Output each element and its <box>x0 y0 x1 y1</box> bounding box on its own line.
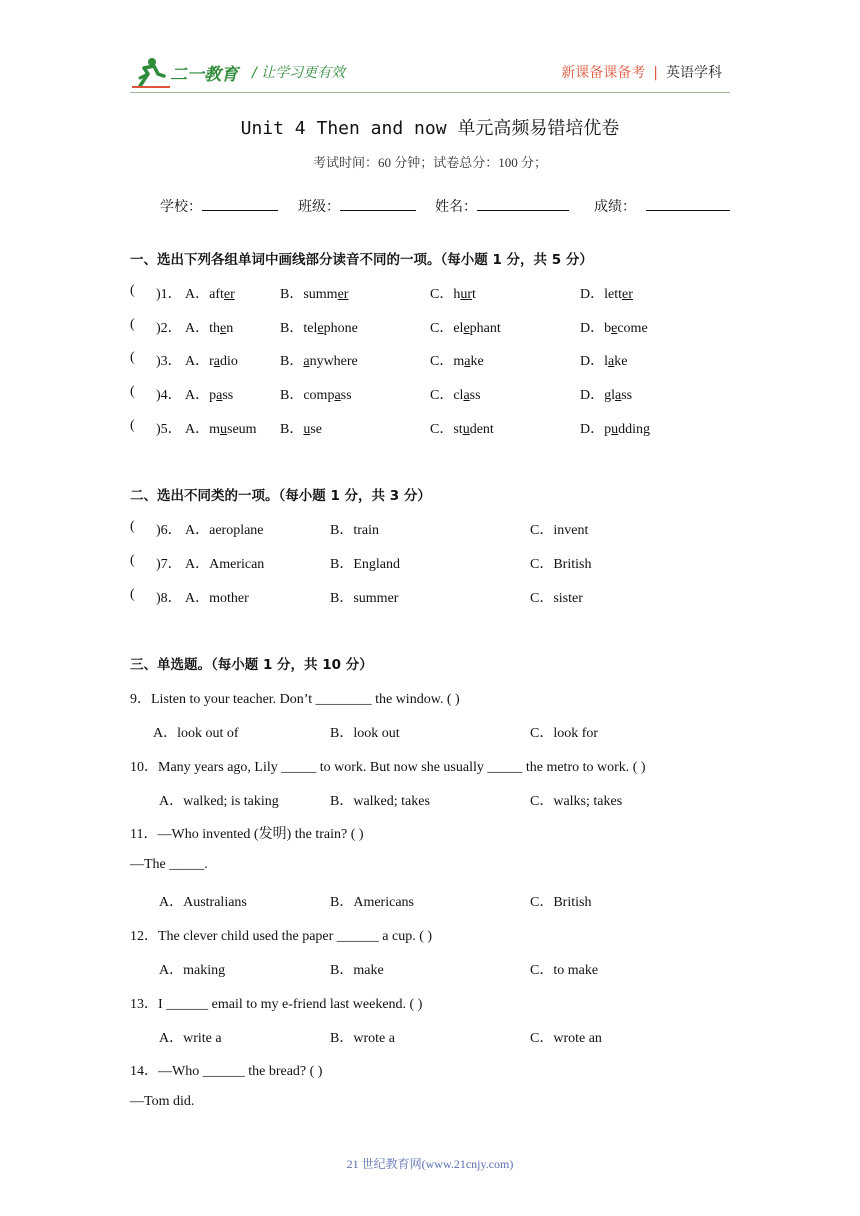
header-divider <box>130 92 730 93</box>
word-part: ke <box>614 354 628 369</box>
score-blank <box>646 196 730 211</box>
question-9: 9．Listen to your teacher. Don’t ________ the window. ( ) <box>130 692 460 707</box>
option-d <box>580 384 632 404</box>
word-part: B． <box>280 321 304 336</box>
question-12: 12．The clever child used the paper ______ a cup. ( ) <box>130 929 433 944</box>
class-label: 班级： <box>298 199 340 215</box>
q10-option-b: B．walked; takes <box>330 794 430 809</box>
name-label: 姓名： <box>435 199 477 215</box>
answer-paren: ( <box>130 317 135 332</box>
option-d <box>580 418 650 438</box>
word-part: st <box>453 422 463 437</box>
q11-option-b: B．Americans <box>330 895 414 910</box>
word-part: B． <box>280 388 304 403</box>
option-b <box>280 317 358 337</box>
option-a <box>185 317 233 337</box>
underlined-part: a <box>608 354 615 369</box>
underlined-part: a <box>216 388 223 403</box>
question-number: )2． <box>156 321 182 336</box>
header-subject: 英语学科 <box>666 65 722 81</box>
underlined-part: a <box>463 388 470 403</box>
underlined-part: er <box>337 287 349 302</box>
underlined-part: er <box>622 287 633 302</box>
option-c <box>430 418 494 438</box>
word-part: C． <box>430 422 454 437</box>
word-part: D． <box>580 287 605 302</box>
underlined-part: ur <box>460 287 473 302</box>
score-label: 成绩： <box>594 199 636 215</box>
section-2-heading: 二、选出不同类的一项。（每小题 1 分，共 3 分） <box>130 488 431 504</box>
word-part: B． <box>280 422 304 437</box>
word-part: n <box>226 321 234 336</box>
option-a: A．American <box>185 557 265 572</box>
answer-paren: ( <box>130 350 135 365</box>
word-part: summ <box>303 287 338 302</box>
word-part: t <box>472 287 476 302</box>
underlined-part: e <box>611 321 618 336</box>
q9-option-c: C．look for <box>530 726 599 741</box>
word-part: D． <box>580 321 605 336</box>
word-part: dent <box>469 422 494 437</box>
page-footer: 21 世纪教育网(www.21cnjy.com) <box>346 1157 514 1171</box>
underlined-part: u <box>462 422 470 437</box>
header-right <box>561 62 722 82</box>
option-b: B．train <box>330 523 379 538</box>
word-part: nywhere <box>309 354 358 369</box>
word-part: ss <box>340 388 352 403</box>
word-part: comp <box>303 388 335 403</box>
question-number: )4． <box>156 388 182 403</box>
option-c <box>430 283 476 303</box>
slogan: / 让学习更有效 <box>252 65 346 81</box>
word-part: p <box>604 422 612 437</box>
question-number: )1． <box>156 287 182 302</box>
word-part: come <box>617 321 648 336</box>
underlined-part: u <box>220 422 228 437</box>
underlined-part: e <box>463 321 470 336</box>
word-part: h <box>453 287 461 302</box>
class-blank <box>340 196 416 211</box>
word-part: A． <box>185 388 210 403</box>
word-part: ss <box>222 388 234 403</box>
name-blank <box>477 196 569 211</box>
word-part: A． <box>185 422 210 437</box>
word-part: se <box>310 422 323 437</box>
word-part: el <box>453 321 464 336</box>
option-b: B．England <box>330 557 400 572</box>
q10-option-c: C．walks; takes <box>530 794 623 809</box>
q12-option-a: A．making <box>159 963 226 978</box>
option-c <box>430 384 481 404</box>
header-label: 新课备课备考 <box>561 65 646 81</box>
word-part: p <box>209 388 217 403</box>
q11-option-a: A．Australians <box>159 895 247 910</box>
option-b: B．summer <box>330 591 399 606</box>
underlined-part: a <box>615 388 622 403</box>
question-number: )7． <box>156 557 182 572</box>
option-a <box>185 350 238 370</box>
answer-paren: ( <box>130 418 135 433</box>
option-a <box>185 418 257 438</box>
word-part: th <box>209 321 221 336</box>
option-b <box>280 418 322 438</box>
question-13: 13．I ______ email to my e-friend last weekend. ( ) <box>130 997 423 1012</box>
underlined-part: er <box>223 287 235 302</box>
underlined-part: a <box>303 354 310 369</box>
word-part: ss <box>469 388 481 403</box>
answer-paren: ( <box>130 283 135 298</box>
option-b <box>280 350 358 370</box>
word-part: D． <box>580 388 605 403</box>
question-11-response: —The _____. <box>130 857 208 872</box>
word-part: B． <box>280 354 304 369</box>
word-part: gl <box>604 388 616 403</box>
q9-option-a: A．look out of <box>153 726 239 741</box>
underlined-part: u <box>303 422 311 437</box>
option-d <box>580 350 627 370</box>
question-number: )3． <box>156 354 182 369</box>
q12-option-c: C．to make <box>530 963 599 978</box>
option-c <box>430 350 484 370</box>
underlined-part: a <box>334 388 341 403</box>
header-separator: | <box>653 65 658 81</box>
word-part: D． <box>580 354 605 369</box>
option-c: C．invent <box>530 523 589 538</box>
section-1-heading: 一、选出下列各组单词中画线部分读音不同的一项。（每小题 1 分，共 5 分） <box>130 252 593 268</box>
underlined-part: a <box>213 354 221 369</box>
word-part: m <box>453 354 465 369</box>
exam-meta: 考试时间：60 分钟；试卷总分：100 分； <box>312 155 547 170</box>
word-part: lett <box>604 287 623 302</box>
school-label: 学校： <box>160 199 202 215</box>
q10-option-a: A．walked; is taking <box>159 794 279 809</box>
option-d <box>580 317 648 337</box>
word-part: A． <box>185 321 210 336</box>
question-11: 11．—Who invented (发明) the train? ( ) <box>130 827 364 842</box>
score-field <box>594 196 730 216</box>
q13-option-b: B．wrote a <box>330 1031 395 1046</box>
q13-option-c: C．wrote an <box>530 1031 602 1046</box>
answer-paren: ( <box>130 553 135 568</box>
option-a: A．mother <box>185 591 249 606</box>
word-part: dding <box>618 422 651 437</box>
word-part: A． <box>185 287 210 302</box>
section-3-heading: 三、单选题。（每小题 1 分，共 10 分） <box>130 657 373 673</box>
word-part: aft <box>209 287 224 302</box>
underlined-part: e <box>220 321 227 336</box>
word-part: dio <box>220 354 238 369</box>
word-part: r <box>209 354 214 369</box>
word-part: seum <box>227 422 257 437</box>
word-part: ss <box>621 388 633 403</box>
word-part: B． <box>280 287 304 302</box>
word-part: C． <box>430 321 454 336</box>
word-part: A． <box>185 354 210 369</box>
q13-option-a: A．write a <box>159 1031 222 1046</box>
word-part: cl <box>453 388 464 403</box>
option-a <box>185 283 235 303</box>
option-a: A．aeroplane <box>185 523 264 538</box>
question-number: )6． <box>156 523 182 538</box>
word-part: C． <box>430 287 454 302</box>
word-part: tel <box>303 321 318 336</box>
word-part: ke <box>470 354 484 369</box>
option-c: C．British <box>530 557 592 572</box>
question-14-response: —Tom did. <box>130 1094 195 1109</box>
underlined-part: a <box>464 354 471 369</box>
page-title: Unit 4 Then and now 单元高频易错培优卷 <box>240 118 620 139</box>
name-field <box>435 196 569 216</box>
answer-paren: ( <box>130 384 135 399</box>
class-field <box>298 196 416 216</box>
word-part: D． <box>580 422 605 437</box>
school-field <box>160 196 278 216</box>
q11-option-c: C．British <box>530 895 592 910</box>
answer-paren: ( <box>130 587 135 602</box>
word-part: l <box>604 354 609 369</box>
word-part: C． <box>430 354 454 369</box>
underlined-part: u <box>611 422 619 437</box>
word-part: phant <box>469 321 501 336</box>
q9-option-b: B．look out <box>330 726 400 741</box>
question-number: )8． <box>156 591 182 606</box>
option-c <box>430 317 501 337</box>
word-part: m <box>209 422 221 437</box>
word-part: b <box>604 321 612 336</box>
option-a <box>185 384 233 404</box>
option-b <box>280 384 352 404</box>
question-number: )5． <box>156 422 182 437</box>
option-d <box>580 283 633 303</box>
school-blank <box>202 196 278 211</box>
option-c: C．sister <box>530 591 583 606</box>
question-14: 14．—Who ______ the bread? ( ) <box>130 1064 323 1079</box>
answer-paren: ( <box>130 519 135 534</box>
q12-option-b: B．make <box>330 963 384 978</box>
word-part: C． <box>430 388 454 403</box>
logo-text: 二一教育 <box>170 65 238 85</box>
question-10: 10．Many years ago, Lily _____ to work. But now she usually _____ the metro to work. ( ) <box>130 760 646 775</box>
underlined-part: e <box>317 321 324 336</box>
option-b <box>280 283 348 303</box>
word-part: phone <box>323 321 358 336</box>
